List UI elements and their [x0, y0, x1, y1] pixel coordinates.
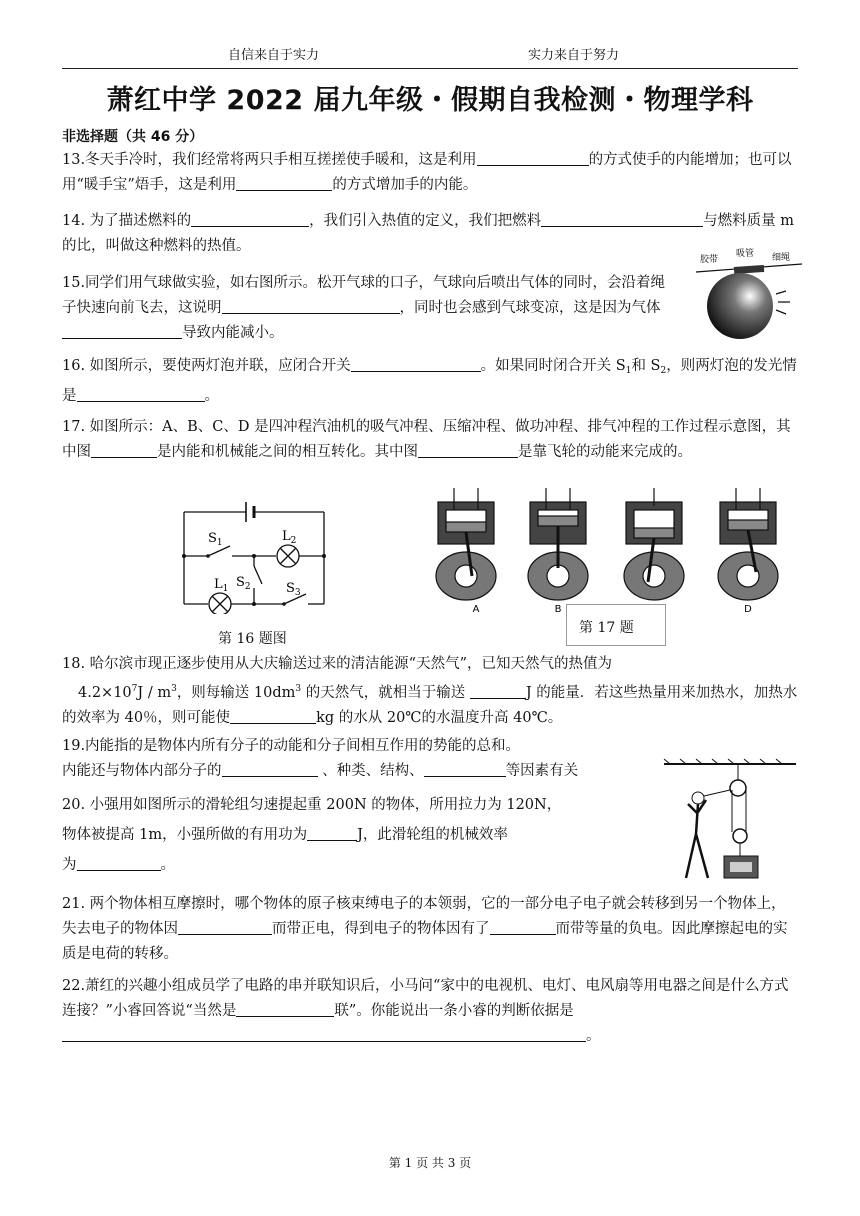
label-s1: $S_1$	[208, 531, 223, 548]
balloon-figure	[696, 246, 804, 342]
answer-blank[interactable]	[191, 210, 309, 227]
answer-blank[interactable]	[91, 441, 157, 458]
header-right: 实力来自于努力	[528, 48, 620, 63]
figure-16-caption: 第 16 题图	[218, 631, 287, 647]
answer-blank[interactable]	[230, 707, 316, 724]
engine-label-d: D	[744, 604, 752, 615]
label-s2: $S_2$	[236, 575, 251, 592]
answer-blank[interactable]	[77, 385, 205, 402]
question-15: 15.同学们用气球做实验，如右图所示。松开气球的口子，气球向后喷出气体的同时，会沿着绳子快速向前飞去，这说明 ，同时也会感到气球变凉，这是因为气体导致内能减小。	[62, 275, 666, 341]
answer-blank[interactable]	[62, 1025, 586, 1042]
tape-label: 胶带	[700, 255, 719, 265]
engine-label-b: B	[554, 604, 562, 615]
engine-label-a: A	[472, 604, 480, 615]
engine-strokes-diagram	[424, 486, 794, 616]
question-13: 13.冬天手冷时，我们经常将两只手相互搓搓使手暖和，这是利用 的方式使手的内能增加；也可以用“暖手宝”焐手，这是利用 的方式增加手的内能。	[62, 148, 798, 198]
answer-blank[interactable]	[236, 174, 332, 191]
question-14: 14. 为了描述燃料的 ，我们引入热值的定义，我们把燃料 与燃料质量 m 的比，叫做这种燃料的热值。	[62, 209, 798, 259]
question-19: 19.内能指的是物体内所有分子的动能和分子间相互作用的势能的总和。 内能还与物体内部分子的 、种类、结构、 等因素有关	[62, 738, 579, 779]
engine-b	[528, 488, 588, 600]
answer-blank[interactable]	[222, 297, 400, 314]
header-rule	[62, 68, 798, 69]
page-footer: 第 1 页 共 3 页	[388, 1156, 472, 1170]
answer-blank[interactable]	[470, 682, 526, 699]
answer-blank[interactable]	[418, 441, 518, 458]
engine-d	[718, 488, 778, 600]
answer-blank[interactable]	[351, 355, 481, 372]
answer-blank[interactable]	[490, 918, 556, 935]
question-21: 21. 两个物体相互摩擦时，哪个物体的原子核束缚电子的本领弱，它的一部分电子电子就会转移到另一个物体上，失去电子的物体因 而带正电，得到电子的物体因有了 而带等量的负电。因此摩擦起电的实质是电荷的转移。	[62, 896, 788, 962]
label-l1: $L_1$	[214, 577, 229, 594]
answer-blank[interactable]	[424, 760, 506, 777]
section-heading: 非选择题（共 46 分）	[62, 129, 204, 145]
answer-blank[interactable]	[307, 824, 357, 841]
circuit-diagram	[180, 494, 330, 614]
answer-blank[interactable]	[77, 854, 161, 871]
label-s3: $S_3$	[286, 581, 301, 598]
label-l2: $L_2$	[282, 529, 297, 546]
answer-blank[interactable]	[541, 210, 703, 227]
page-title: 萧红中学 2022 届九年级・假期自我检测・物理学科	[106, 85, 754, 116]
answer-blank[interactable]	[62, 322, 182, 339]
answer-blank[interactable]	[222, 760, 318, 777]
header-left: 自信来自于实力	[228, 48, 320, 63]
pulley-figure	[660, 758, 800, 886]
answer-blank[interactable]	[477, 149, 589, 166]
answer-blank[interactable]	[236, 1000, 334, 1017]
question-16: 16. 如图所示，要使两灯泡并联，应闭合开关 。如果同时闭合开关 $S_1$和 $S_2$，则两灯泡的发光情是 。	[62, 354, 798, 409]
engine-a	[436, 488, 496, 600]
answer-blank[interactable]	[178, 918, 272, 935]
question-17: 17. 如图所示：A、B、C、D 是四冲程汽油机的吸气冲程、压缩冲程、做功冲程、排气冲程的工作过程示意图，其中图 是内能和机械能之间的相互转化。其中图 是靠飞轮的动能来完成的。	[62, 419, 791, 460]
figure-17-caption: 第 17 题	[566, 604, 666, 646]
question-20: 20. 小强用如图所示的滑轮组匀速提起重 200N 的物体，所用拉力为 120N， 物体被提高 1m，小强所做的有用功为 J，此滑轮组的机械效率 为 。	[62, 797, 562, 873]
question-18: 18. 哈尔滨市现正逐步使用从大庆输送过来的清洁能源“天然气”，已知天然气的热值为 $4.2\times 10^7J / m^3$，则每输送 $10dm^3$ 的天然气，就相当于输送 J 的能量．若这些热量用来加热水，加热水的效率为 40％，则可能使 kg 的水从 20℃的水温度升高 40℃。	[62, 656, 798, 726]
engine-c	[624, 488, 684, 600]
straw-label: 吸管	[736, 249, 755, 259]
string-label: 细绳	[772, 253, 791, 263]
question-22: 22.萧红的兴趣小组成员学了电路的串并联知识后，小马问“家中的电视机、电灯、电风扇等用电器之间是什么方式连接？”小睿回答说“当然是 联”。你能说出一条小睿的判断依据是。	[62, 978, 789, 1044]
